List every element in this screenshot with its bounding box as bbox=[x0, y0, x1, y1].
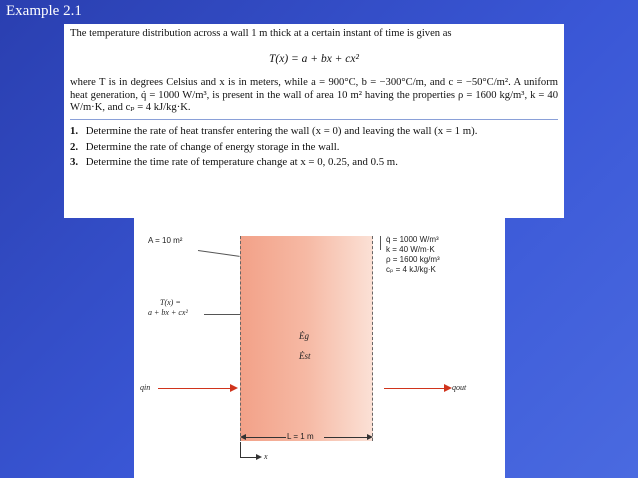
x-axis-label: x bbox=[264, 452, 268, 461]
problem-statement bbox=[64, 24, 564, 218]
wall-right-edge bbox=[372, 236, 373, 441]
x-axis-arrow bbox=[256, 454, 262, 460]
slide-title: Example 2.1 bbox=[6, 3, 82, 19]
problem-description: where T is in degrees Celsius and x is in meters, while a = 900°C, b = −300°C/m, and c = −50°C/m². A uniform heat generation, q̇ = 1000 W/m³, is present in the wall of area 10 m² having the properties ρ = 1600 kg/m³, k = 40 W/m·K, and cₚ = 4 kJ/kg·K. bbox=[70, 77, 558, 114]
length-arrow-left bbox=[240, 434, 246, 440]
wall-left-edge bbox=[240, 236, 241, 441]
length-label: L = 1 m bbox=[287, 432, 314, 441]
density-label: ρ = 1600 kg/m³ bbox=[386, 255, 440, 264]
question-number: 3. bbox=[70, 156, 79, 169]
area-leader-line bbox=[198, 250, 240, 257]
length-arrow-right bbox=[367, 434, 373, 440]
length-dimension-left bbox=[242, 437, 286, 438]
heat-out-arrow-shaft bbox=[384, 388, 446, 389]
question-text: Determine the time rate of temperature change at x = 0, 0.25, and 0.5 m. bbox=[85, 156, 398, 169]
heat-out-label: qout bbox=[452, 383, 467, 392]
question-item bbox=[70, 141, 558, 154]
conductivity-label: k = 40 W/m·K bbox=[386, 245, 435, 254]
x-axis-origin bbox=[240, 442, 241, 458]
wall-diagram bbox=[134, 218, 505, 478]
question-text: Determine the rate of heat transfer entering the wall (x = 0) and leaving the wall (x = 1 m). bbox=[85, 124, 478, 137]
temperature-equation: T(x) = a + bx + cx² bbox=[269, 52, 359, 65]
heat-in-arrow-head bbox=[230, 384, 238, 392]
question-item bbox=[70, 156, 558, 169]
heat-in-label: qin bbox=[140, 383, 151, 392]
heat-out-arrow-head bbox=[444, 384, 452, 392]
question-text: Determine the rate of change of energy storage in the wall. bbox=[85, 140, 340, 153]
length-dimension-right bbox=[324, 437, 370, 438]
heat-in-arrow-shaft bbox=[158, 388, 232, 389]
temperature-label-line1: T(x) = bbox=[160, 298, 181, 307]
divider bbox=[70, 119, 558, 120]
energy-generation-label: Ėg bbox=[299, 331, 309, 341]
heat-generation-label: q̇ = 1000 W/m³ bbox=[386, 235, 439, 244]
specific-heat-label: cₚ = 4 kJ/kg·K bbox=[386, 265, 436, 274]
energy-storage-label: Ėst bbox=[299, 351, 311, 361]
question-number: 2. bbox=[70, 140, 79, 153]
problem-intro: The temperature distribution across a wall 1 m thick at a certain instant of time is given as bbox=[70, 28, 452, 39]
temperature-label-line2: a + bx + cx² bbox=[148, 308, 188, 317]
props-leader-line bbox=[380, 236, 381, 250]
question-number: 1. bbox=[70, 124, 79, 137]
question-item bbox=[70, 125, 558, 138]
area-label: A = 10 m² bbox=[148, 236, 183, 245]
temperature-leader-line bbox=[204, 314, 240, 315]
